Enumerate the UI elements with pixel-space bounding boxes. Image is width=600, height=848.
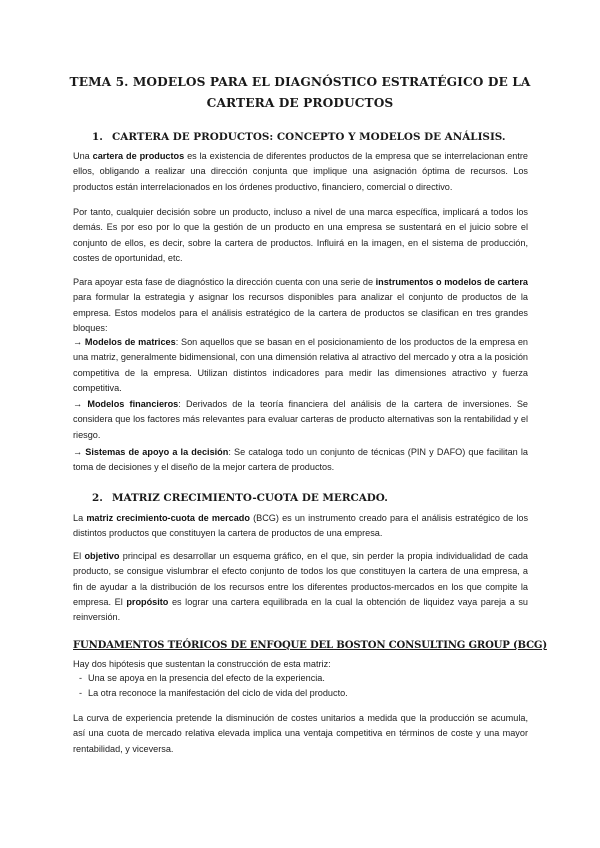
- hipotesis-list: [73, 671, 528, 700]
- arrow-icon: →: [73, 399, 83, 409]
- paragraph-instrumentos: [73, 275, 528, 336]
- list-item-text: Una se apoya en la presencia del efecto de la experiencia.: [88, 673, 325, 683]
- arrow-icon: →: [73, 447, 83, 457]
- section-1-title: CARTERA DE PRODUCTOS: CONCEPTO Y MODELOS DE ANÁLISIS.: [112, 131, 506, 143]
- title-line-1: TEMA 5. MODELOS PARA EL DIAGNÓSTICO ESTRATÉGICO DE LA: [69, 75, 531, 89]
- paragraph-por-tanto: Por tanto, cualquier decisión sobre un producto, incluso a nivel de una marca específica, implicará a todos los demás. Es por eso por lo que la gestión de un producto en una empresa se sustentará en el juicio sobre el conjunto de ellos, es decir, sobre la cartera de productos. Influirá en la imagen, en el sistema de producción, costes de oportunidad, etc.: [73, 207, 528, 264]
- paragraph-curva-experiencia: La curva de experiencia pretende la disminución de costes unitarios a medida que la producción se acumula, así una cuota de mercado relativa elevada implica una ventaja competitiva en términos de coste y una mayor rentabilidad, y viceversa.: [73, 713, 528, 754]
- bold-term: objetivo: [84, 551, 120, 561]
- section-2-heading: [92, 492, 388, 505]
- paragraph-objetivo: [73, 549, 528, 626]
- bold-term: Modelos de matrices: [84, 337, 176, 347]
- text: La: [73, 513, 87, 523]
- paragraph-cartera-definicion: [73, 149, 528, 195]
- text: : Se cataloga todo un conjunto de técnicas (PIN y DAFO) que facilitan la toma de decisiones y el diseño de la mejor cartera de productos.: [73, 447, 528, 473]
- bold-term: propósito: [126, 597, 169, 608]
- dash-marker: -: [79, 687, 83, 698]
- text: Una: [73, 151, 93, 161]
- dash-marker: -: [79, 673, 83, 683]
- title-line-2: CARTERA DE PRODUCTOS: [206, 96, 394, 110]
- text: : Derivados de la teoría financiera del análisis de la cartera de inversiones. Se considera que los factores más relevantes para evaluar carteras de producto alternativas son la rentabilidad y el riesgo.: [73, 399, 528, 440]
- text: El: [73, 551, 85, 561]
- paragraph-modelos-financieros: [73, 397, 528, 443]
- text: : Son aquellos que se basan en el posicionamiento de los productos de la empresa en una matriz, generalmente bidimensional, con una dimensión relativa al atractivo del mercado y otra a la posición competitiva de la empresa. Utilizan distintos indicadores para medir las dimensiones atractivo y fuerza competitiva.: [73, 337, 528, 394]
- section-1-number: 1.: [92, 131, 103, 143]
- section-1-heading: [92, 131, 506, 144]
- bold-term: matriz crecimiento-cuota de mercado: [86, 513, 250, 523]
- text: principal es desarrollar un esquema gráfico, en el que, sin perder la propia individualidad de cada producto, se consigue vislumbrar el efecto conjunto de todos los que constituyen la cartera de una empresa, a fin de ayudar a la distribución de los recursos entre los diferentes productos-mercados en los que compite la empresa. El: [73, 551, 528, 608]
- text: Para apoyar esta fase de diagnóstico la dirección cuenta con una serie de: [73, 277, 376, 287]
- bold-term: Modelos financieros: [87, 399, 179, 409]
- paragraph-matriz-bcg: [73, 511, 528, 542]
- text: es la existencia de diferentes productos de la empresa que se interrelacionan entre ellos, obligando a realizar una dirección conjunta que implique una asignación óptima de recursos. Los productos están interrelacionados en los órdenes productivo, financiero, comercial o directivo.: [73, 151, 528, 192]
- text: (BCG) es un instrumento creado para el análisis estratégico de los distintos productos que constituyen la cartera de productos de una empresa.: [73, 513, 529, 539]
- bold-term: Sistemas de apoyo a la decisión: [85, 447, 229, 457]
- bold-term: instrumentos o modelos de cartera: [375, 277, 528, 287]
- document-title: [60, 72, 540, 114]
- paragraph-sistemas-apoyo: [73, 445, 528, 476]
- text: para formular la estrategia y asignar los recursos disponibles para analizar el conjunto de productos de la empresa. Estos modelos para el análisis estratégico de la cartera de productos se clasifican en tres grandes bloques:: [73, 292, 528, 334]
- section-2-number: 2.: [92, 492, 103, 504]
- bold-term: cartera de productos: [92, 151, 185, 161]
- list-item: [73, 671, 528, 686]
- text: es lograr una cartera equilibrada en la cual la obtención de liquidez vaya pareja a su reinversión.: [73, 597, 528, 623]
- list-item: [73, 686, 528, 701]
- paragraph-modelos-matrices: [73, 335, 528, 396]
- paragraph-hipotesis: Hay dos hipótesis que sustentan la construcción de esta matriz:: [73, 659, 331, 669]
- section-2-title: MATRIZ CRECIMIENTO-CUOTA DE MERCADO.: [112, 492, 388, 504]
- arrow-icon: →: [73, 337, 83, 347]
- list-item-text: La otra reconoce la manifestación del ciclo de vida del producto.: [88, 687, 348, 698]
- section-3-heading: FUNDAMENTOS TEÓRICOS DE ENFOQUE DEL BOSTON CONSULTING GROUP (BCG): [73, 640, 547, 651]
